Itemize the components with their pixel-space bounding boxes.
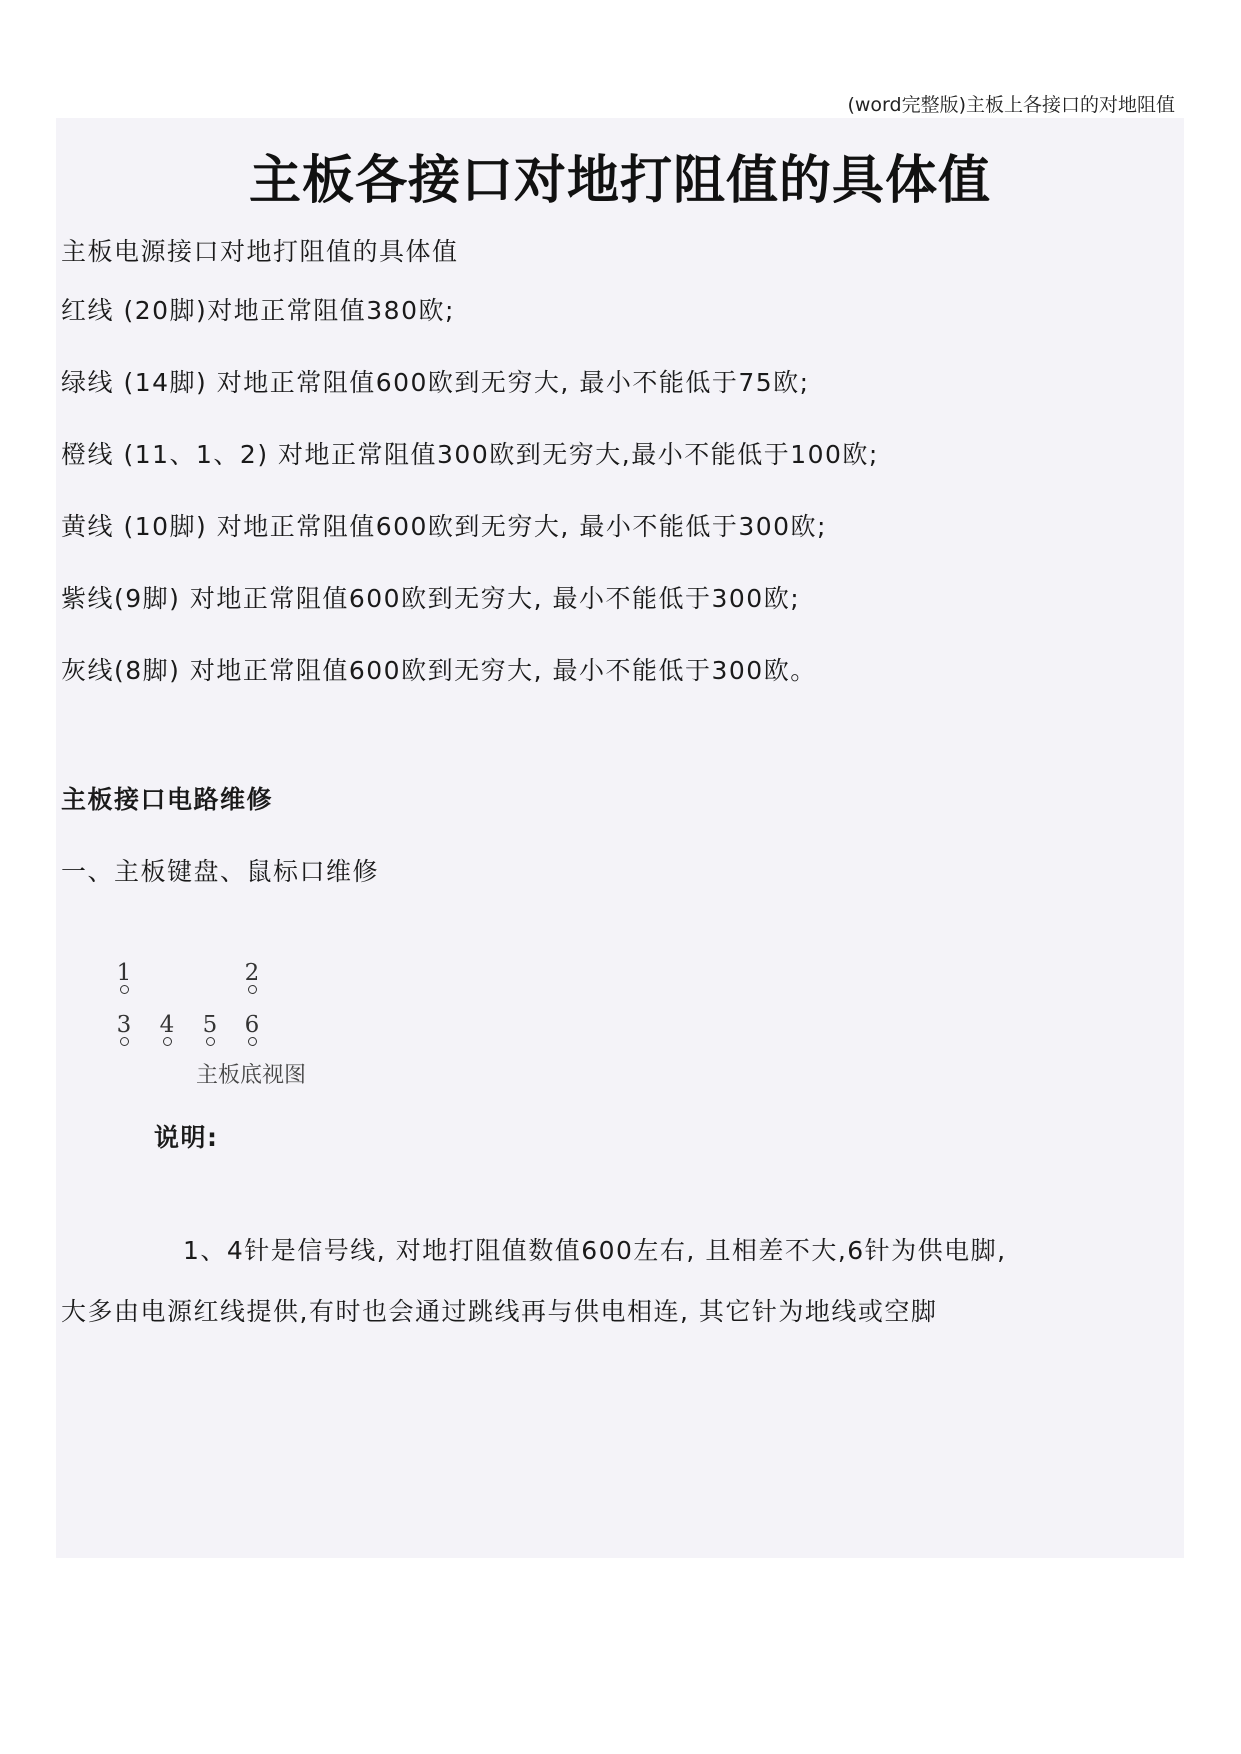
spec-line-yellow: 黄线 (10脚) 对地正常阻值600欧到无穷大, 最小不能低于300欧;: [61, 512, 827, 541]
pin-hole-icon: [120, 985, 129, 994]
pin-label: 1: [116, 960, 132, 986]
power-section-heading: 主板电源接口对地打阻值的具体值: [61, 237, 459, 266]
spec-line-red: 红线 (20脚)对地正常阻值380欧;: [61, 296, 455, 325]
pin-hole-icon: [120, 1037, 129, 1046]
pin-5: [196, 1014, 224, 1046]
pin-1: [110, 962, 138, 994]
paragraph-line-2: 大多由电源红线提供,有时也会通过跳线再与供电相连, 其它针为地线或空脚: [61, 1297, 938, 1326]
spec-line-gray: 灰线(8脚) 对地正常阻值600欧到无穷大, 最小不能低于300欧。: [61, 656, 817, 685]
pin-hole-icon: [163, 1037, 172, 1046]
running-header: (word完整版)主板上各接口的对地阻值: [847, 94, 1175, 116]
pin-label: 4: [159, 1012, 175, 1038]
pin-6: [238, 1014, 266, 1046]
pin-4: [153, 1014, 181, 1046]
pin-hole-icon: [206, 1037, 215, 1046]
repair-section-heading: 主板接口电路维修: [61, 785, 274, 814]
keyboard-mouse-subheading: 一、主板键盘、鼠标口维修: [61, 857, 380, 886]
document-body: [56, 118, 1184, 1558]
figure-caption: 主板底视图: [196, 1063, 307, 1088]
pin-hole-icon: [248, 985, 257, 994]
pin-label: 2: [244, 960, 260, 986]
pin-3: [110, 1014, 138, 1046]
spec-line-green: 绿线 (14脚) 对地正常阻值600欧到无穷大, 最小不能低于75欧;: [61, 368, 810, 397]
pin-2: [238, 962, 266, 994]
pin-hole-icon: [248, 1037, 257, 1046]
spec-line-purple: 紫线(9脚) 对地正常阻值600欧到无穷大, 最小不能低于300欧;: [61, 584, 801, 613]
ps2-pin-diagram: [110, 962, 340, 1112]
spec-line-orange: 橙线 (11、1、2) 对地正常阻值300欧到无穷大,最小不能低于100欧;: [61, 440, 879, 469]
document-title: 主板各接口对地打阻值的具体值: [248, 151, 991, 211]
pin-label: 6: [244, 1012, 260, 1038]
paragraph-line-1: 1、4针是信号线, 对地打阻值数值600左右, 且相差不大,6针为供电脚,: [183, 1236, 1007, 1265]
pin-label: 5: [202, 1012, 218, 1038]
note-label: 说明:: [154, 1123, 219, 1152]
pin-label: 3: [116, 1012, 132, 1038]
